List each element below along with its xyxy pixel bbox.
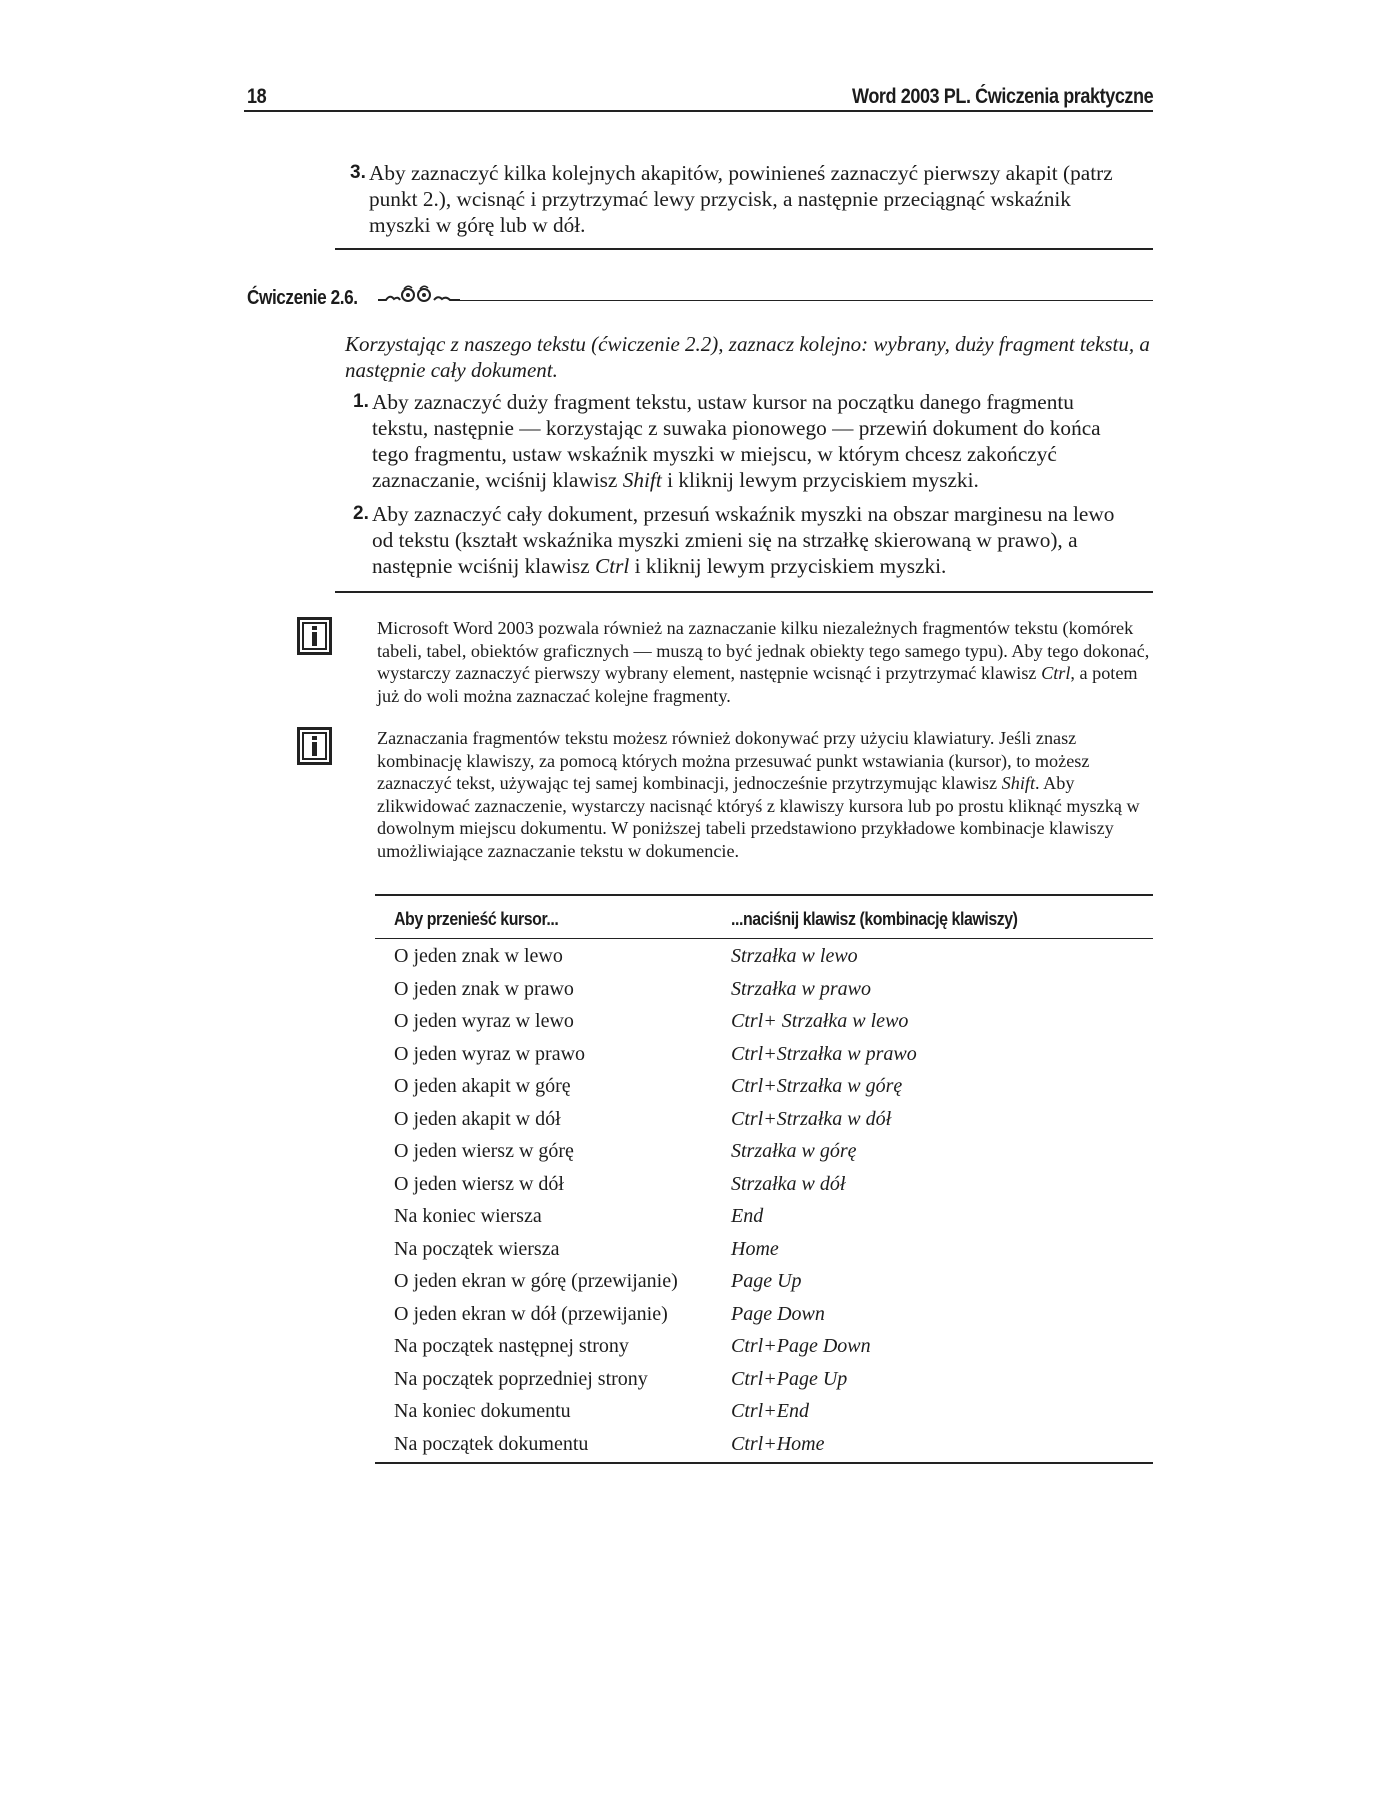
cell-action: Na koniec wiersza — [394, 1205, 542, 1227]
section-rule — [335, 248, 1153, 250]
header-rule — [244, 110, 1153, 112]
note-text: Zaznaczania fragmentów tekstu możesz również dokonywać przy użyciu klawiatury. Jeśli znasz kombinację klawiszy, za pomocą których można przesuwać punkt wstawiania (kursor), to możesz zaznaczyć tekst, używając tej samej kombinacji, jednocześnie przytrzymując klawisz Shift. Aby zlikwidować zaznaczenie, wystarczy nacisnąć któryś z klawiszy kursora lub po prostu kliknąć myszką w dowolnym miejscu dokumentu. W poniższej tabeli przedstawiono przykładowe kombinacje klawiszy umożliwiające zaznaczanie tekstu w dokumencie. — [377, 728, 1140, 861]
section-rule — [335, 591, 1153, 593]
table-row — [375, 1104, 1153, 1137]
cell-action: O jeden wyraz w prawo — [394, 1042, 586, 1065]
step-text: Aby zaznaczyć cały dokument, przesuń wskaźnik myszki na obszar marginesu na lewo od tekstu (kształt wskaźnika myszki zmieni się na strzałkę skierowaną w prawo), a następnie wciśnij klawisz Ctrl i kliknij lewym przyciskiem myszki. — [372, 502, 1115, 578]
cell-action: O jeden akapit w górę — [394, 1075, 571, 1097]
cell-shortcut: Ctrl+Strzałka w dół — [731, 1107, 892, 1130]
cell-action: O jeden znak w prawo — [394, 977, 574, 1000]
table-body — [375, 941, 1153, 1461]
cell-action: O jeden znak w lewo — [394, 945, 563, 967]
table-row — [375, 1006, 1153, 1039]
info-icon — [297, 617, 332, 655]
step-text: Aby zaznaczyć kilka kolejnych akapitów, powinieneś zaznaczyć pierwszy akapit (patrz punkt 2.), wcisnąć i przytrzymać lewy przycisk, a następnie przeciągnąć wskaźnik myszki w górę lub w dół. — [369, 161, 1113, 237]
cell-action: O jeden ekran w dół (przewijanie) — [394, 1302, 668, 1325]
table-header-rule — [375, 938, 1153, 939]
cell-action: O jeden wiersz w dół — [394, 1172, 564, 1195]
cell-shortcut: Strzałka w lewo — [731, 945, 858, 967]
info-icon — [297, 727, 332, 765]
cell-shortcut: Ctrl+End — [731, 1400, 809, 1422]
cell-shortcut: Page Down — [731, 1302, 825, 1325]
cell-shortcut: Ctrl+Page Up — [731, 1367, 848, 1390]
table-row — [375, 1136, 1153, 1169]
ornament-icon — [378, 284, 464, 311]
cell-shortcut: Strzałka w dół — [731, 1172, 846, 1195]
cell-shortcut: Ctrl+Strzałka w górę — [731, 1075, 903, 1097]
table-row — [375, 1071, 1153, 1104]
cell-shortcut: Page Up — [731, 1270, 802, 1292]
cell-shortcut: Ctrl+ Strzałka w lewo — [731, 1010, 909, 1032]
step-number: 1. — [353, 391, 369, 412]
cell-shortcut: Home — [731, 1237, 779, 1260]
table-row — [375, 1364, 1153, 1397]
key-name: Ctrl — [1041, 663, 1071, 683]
table-row — [375, 1299, 1153, 1332]
cell-action: O jeden akapit w dół — [394, 1107, 561, 1130]
key-name: Shift — [622, 468, 662, 492]
cell-action: Na początek poprzedniej strony — [394, 1367, 648, 1390]
page-number: 18 — [247, 85, 267, 108]
exercise-heading-line — [460, 300, 1153, 301]
exercise-intro: Korzystając z naszego tekstu (ćwiczenie 2.2), zaznacz kolejno: wybrany, duży fragment tekstu, a następnie cały dokument. — [345, 332, 1150, 382]
list-item-step-3 — [350, 160, 1129, 238]
cell-shortcut: Strzałka w górę — [731, 1140, 857, 1162]
cell-action: Na początek wiersza — [394, 1237, 560, 1260]
table-row — [375, 1396, 1153, 1429]
table-row — [375, 1234, 1153, 1267]
cell-shortcut: End — [731, 1205, 764, 1227]
cell-shortcut: Strzałka w prawo — [731, 977, 872, 1000]
table-top-rule — [375, 894, 1153, 896]
cell-shortcut: Ctrl+Strzałka w prawo — [731, 1042, 917, 1065]
key-name: Shift — [1001, 773, 1036, 793]
table-bottom-rule — [375, 1462, 1153, 1464]
note-text: Microsoft Word 2003 pozwala również na zaznaczanie kilku niezależnych fragmentów tekstu (komórek tabeli, tabel, obiektów graficznych — muszą to być jednak obiekty tego samego typu). Aby tego dokonać, wystarczy zaznaczyć pierwszy wybrany element, następnie wcisnąć i przytrzymać klawisz Ctrl, a potem już do woli można zaznaczać kolejne fragmenty. — [377, 618, 1150, 706]
table-header-keys: ...naciśnij klawisz (kombinację klawiszy) — [731, 908, 1018, 929]
table-row — [375, 1039, 1153, 1072]
cell-shortcut: Ctrl+Page Down — [731, 1335, 871, 1357]
table-row — [375, 1429, 1153, 1462]
table-row — [375, 1266, 1153, 1299]
table-row — [375, 1331, 1153, 1364]
step-text: Aby zaznaczyć duży fragment tekstu, ustaw kursor na początku danego fragmentu tekstu, następnie — korzystając z suwaka pionowego — przewiń dokument do końca tego fragmentu, ustaw wskaźnik myszki w miejscu, w którym chcesz zakończyć zaznaczanie, wciśnij klawisz Shift i kliknij lewym przyciskiem myszki. — [372, 390, 1101, 492]
step-number: 3. — [350, 162, 366, 183]
cell-action: O jeden ekran w górę (przewijanie) — [394, 1270, 678, 1292]
cell-action: Na początek następnej strony — [394, 1335, 629, 1357]
list-item-step-1 — [353, 389, 1132, 493]
cell-action: O jeden wiersz w górę — [394, 1140, 574, 1162]
cell-action: Na początek dokumentu — [394, 1432, 589, 1455]
exercise-label: Ćwiczenie 2.6. — [247, 287, 358, 309]
table-row — [375, 1201, 1153, 1234]
key-name: Ctrl — [594, 554, 630, 578]
cell-action: Na koniec dokumentu — [394, 1400, 571, 1422]
table-row — [375, 941, 1153, 974]
list-item-step-2 — [353, 501, 1132, 579]
cell-shortcut: Ctrl+Home — [731, 1432, 825, 1455]
table-row — [375, 1169, 1153, 1202]
cell-action: O jeden wyraz w lewo — [394, 1010, 574, 1032]
running-header-title: Word 2003 PL. Ćwiczenia praktyczne — [851, 85, 1153, 108]
step-number: 2. — [353, 503, 369, 524]
table-header-cursor: Aby przenieść kursor... — [394, 908, 559, 929]
table-row — [375, 974, 1153, 1007]
